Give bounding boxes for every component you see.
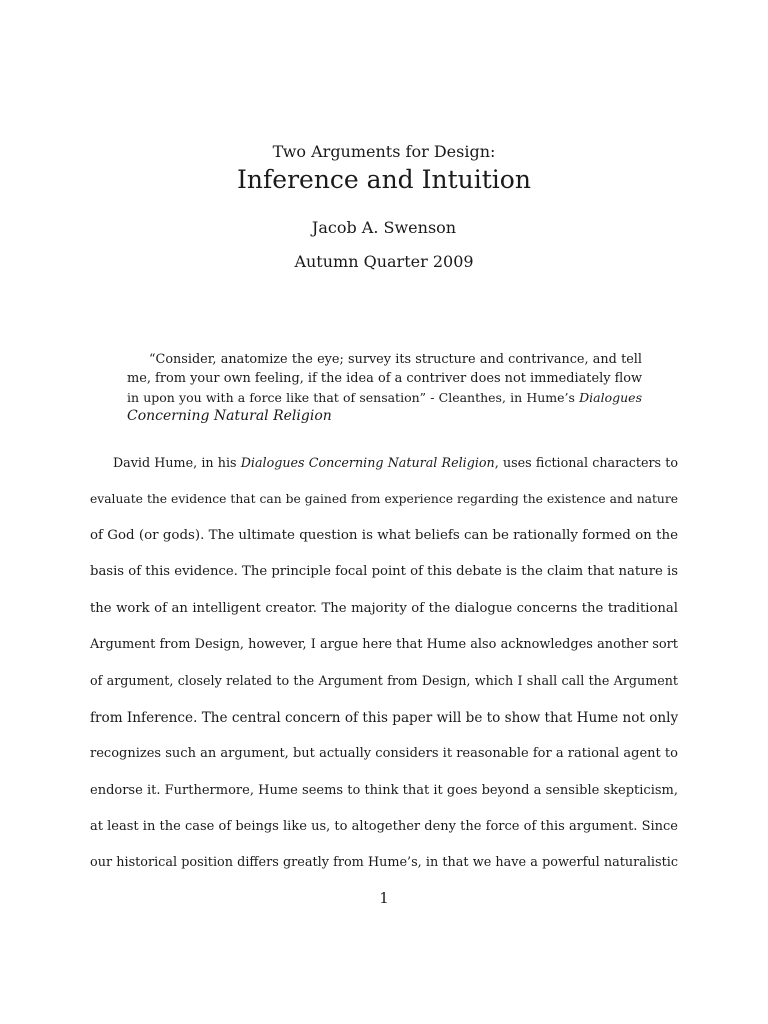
body-line: endorse it. Furthermore, Hume seems to think that it goes beyond a sensible skepticism,	[90, 782, 678, 798]
body-line: of argument, closely related to the Argument from Design, which I shall call the Argument	[90, 673, 678, 689]
body-text: , uses fictional characters to	[494, 455, 678, 470]
epigraph-book-title: Concerning Natural Religion	[127, 408, 332, 424]
body-text: David Hume, in his	[113, 455, 241, 470]
body-line	[90, 453, 678, 489]
epigraph-text: in upon you with a force like that of sensation” - Cleanthes, in Hume’s	[127, 390, 580, 405]
date-line: Autumn Quarter 2009	[294, 252, 474, 271]
body-line: of God (or gods). The ultimate question is what beliefs can be rationally formed on the	[90, 527, 678, 543]
body-line: the work of an intelligent creator. The majority of the dialogue concerns the traditional	[90, 600, 678, 616]
epigraph-book-title: Dialogues	[579, 390, 642, 405]
epigraph-line	[127, 407, 642, 426]
body-line: from Inference. The central concern of this paper will be to show that Hume not only	[90, 709, 679, 726]
epigraph	[127, 350, 642, 426]
body-line: at least in the case of beings like us, to altogether deny the force of this argument. Since	[90, 818, 678, 834]
body-line: Argument from Design, however, I argue here that Hume also acknowledges another sort	[90, 636, 678, 652]
epigraph-line	[127, 388, 642, 407]
body-line: recognizes such an argument, but actually considers it reasonable for a rational agent to	[90, 746, 678, 762]
body-line: basis of this evidence. The principle focal point of this debate is the claim that nature is	[90, 564, 678, 580]
epigraph-line: me, from your own feeling, if the idea of a contriver does not immediately flow	[127, 371, 642, 386]
author-name: Jacob A. Swenson	[311, 218, 457, 237]
paper-title: Inference and Intuition	[237, 165, 531, 194]
body-paragraph	[90, 453, 678, 890]
paper-subtitle: Two Arguments for Design:	[272, 142, 496, 161]
page-number: 1	[379, 889, 389, 907]
book-title: Dialogues Concerning Natural Religion	[240, 455, 495, 470]
body-line: our historical position differs greatly from Hume’s, in that we have a powerful naturalistic	[90, 855, 678, 871]
epigraph-line: “Consider, anatomize the eye; survey its structure and contrivance, and tell	[149, 352, 642, 367]
body-line: evaluate the evidence that can be gained from experience regarding the existence and nature	[90, 492, 678, 507]
